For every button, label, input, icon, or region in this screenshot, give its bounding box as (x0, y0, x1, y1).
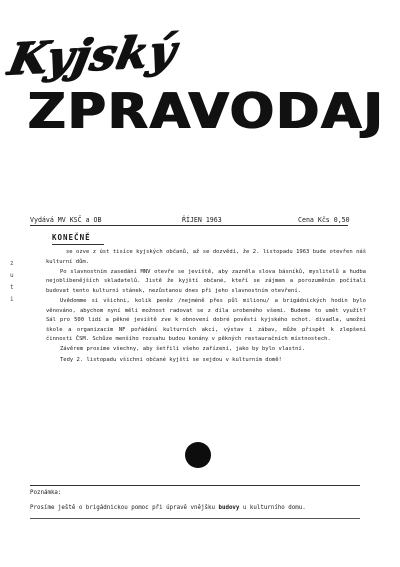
note-text (30, 505, 370, 511)
footer-rule (30, 485, 360, 486)
masthead-script-title: Kyjský (3, 25, 181, 86)
article-paragraph: Tedy 2. listopadu všichni občané kyjští se sejdou v kulturním domě! (60, 356, 282, 363)
issue-price: Cena Kčs 0,50 (298, 216, 350, 224)
header-rule (30, 225, 348, 226)
article-body (46, 248, 366, 366)
article-paragraph: Po slavnostním zasedání MNV otevře se jeviště, aby zazněla slova básníků, myslitelů a hudba nejoblíbenějších skladatelů. Jistě že kyjští občané, kteří se zájmem a porozuměním počítali budovat tento kulturní stánek, nezůstanou dnes při jeho slavnostním otevření. (46, 268, 366, 294)
issue-date: ŘÍJEN 1963 (182, 216, 222, 224)
article-paragraph: se ozve z úst tisíce kyjských občanů, až se dozvědí, že 2. listopadu 1963 bude otevřen náš kulturní dům. (46, 249, 366, 265)
punch-hole (185, 442, 211, 468)
article-heading: KONEČNĚ (52, 233, 91, 242)
article-paragraph: Uvědomme si všichni, kolik peněz /nejméně přes půl milionu/ a brigádnických hodin bylo věnováno, abychom nyní měli možnost radovat se z díla urobeného všemi. Budeme to umět využít? Sál pro 500 lidí a pěkné jeviště zve k obnovení dobré pověsti kyjského ochot. divadla, umožní škole a organizacím NF pořádání kulturních akcí, výstav i zábav, může přispět k zlepšení činnosti ČSM. Schůze menšího rozsahu budou konány v pěkných restauračních místnostech. (46, 297, 366, 343)
note-text-emphasis: budovy (218, 505, 240, 511)
margin-mark: z (10, 260, 14, 267)
margin-marks (10, 258, 20, 306)
margin-mark: t (10, 284, 14, 291)
publisher-line: Vydává MV KSČ a OB (30, 216, 102, 224)
note-text-start: Prosíme ještě o brigádnickou pomoc při úpravě vnějšku (30, 505, 219, 511)
article-paragraph: Závěrem prosíme všechny, aby šetřili všeho zařízení, jako by bylo vlastní. (60, 346, 306, 353)
margin-mark: u (10, 272, 14, 279)
masthead-block-title: ZPRAVODAJ (28, 83, 385, 141)
note-text-end: u kulturního domu. (239, 505, 306, 511)
margin-mark: i (10, 296, 14, 303)
note-underline (30, 518, 360, 519)
heading-underline (52, 244, 104, 245)
note-label: Poznámka: (30, 490, 62, 496)
